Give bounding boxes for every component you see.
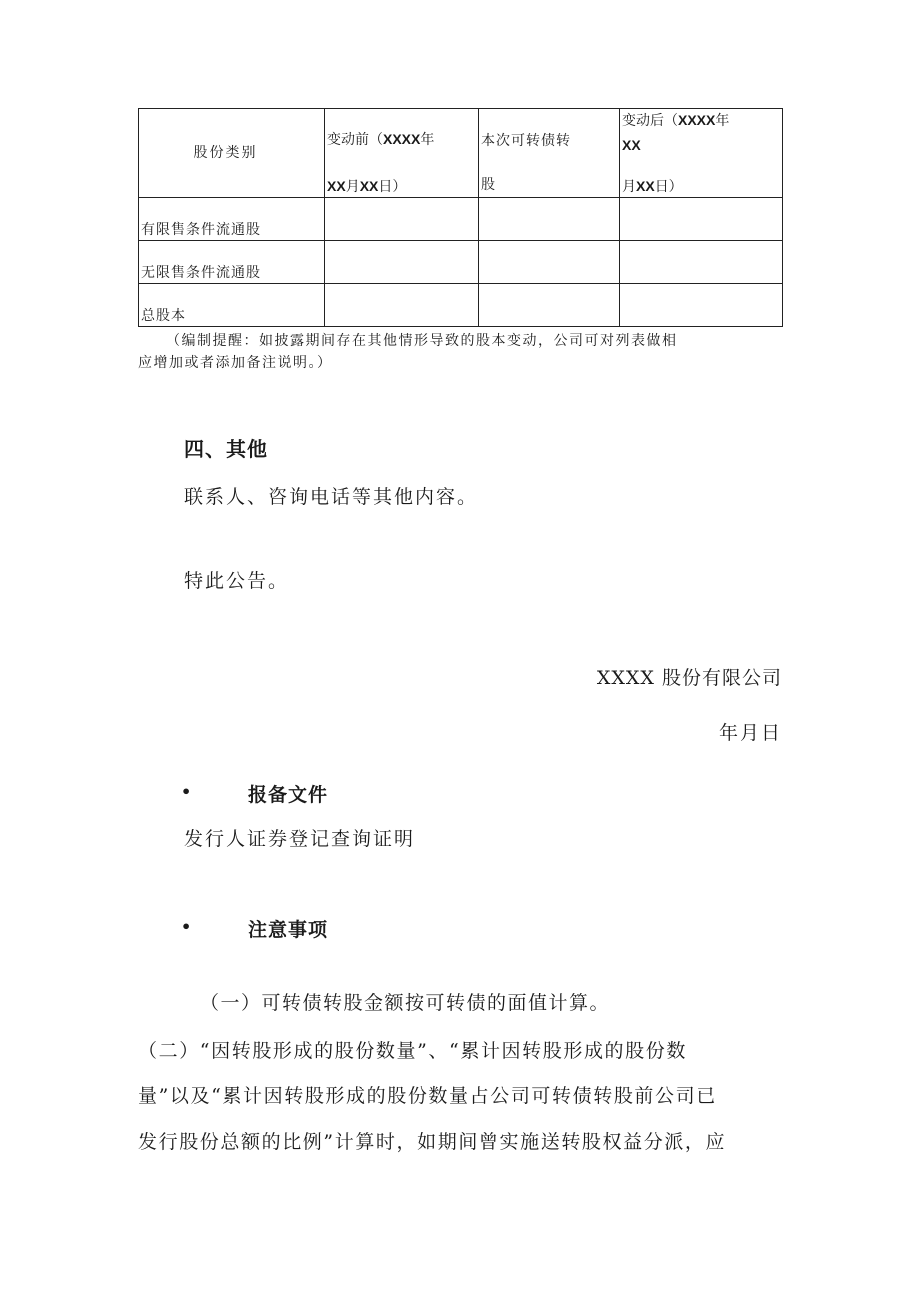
compilation-note-line2: 应增加或者添加备注说明。） bbox=[138, 355, 333, 371]
header-after-year-unit: 年 bbox=[715, 113, 730, 129]
header-after-year: XXXX bbox=[678, 112, 716, 128]
header-before-change bbox=[325, 109, 479, 198]
header-share-category-text: 股份类别 bbox=[193, 145, 258, 161]
header-before-day: XX bbox=[359, 178, 379, 194]
table-cell bbox=[620, 198, 783, 241]
header-after-month: XX bbox=[622, 137, 641, 153]
header-after-day: XX bbox=[636, 178, 655, 194]
header-conversion bbox=[479, 109, 620, 198]
notes-bullet-icon: • bbox=[181, 917, 192, 936]
section-4-content: 联系人、咨询电话等其他内容。 bbox=[184, 486, 479, 508]
table-row bbox=[139, 284, 783, 327]
header-before-year-unit: 年 bbox=[420, 132, 435, 148]
header-before-day-unit: 日） bbox=[378, 179, 407, 195]
closing-statement: 特此公告。 bbox=[184, 570, 290, 592]
header-before-month: XX bbox=[327, 178, 346, 194]
notes-item-2-line1: （二）“因转股形成的股份数量”、“累计因转股形成的股份数 bbox=[138, 1040, 687, 1062]
share-change-table bbox=[138, 108, 783, 327]
filing-heading: 报备文件 bbox=[248, 784, 329, 806]
header-share-category bbox=[139, 109, 325, 198]
table-cell bbox=[620, 284, 783, 327]
header-after-month-unit: 月 bbox=[622, 179, 636, 195]
header-conversion-line2: 股 bbox=[481, 177, 495, 193]
notes-heading: 注意事项 bbox=[248, 919, 329, 941]
header-after-text: 变动后（ bbox=[622, 113, 678, 129]
filing-bullet-icon: • bbox=[181, 782, 192, 801]
header-before-month-unit: 月 bbox=[345, 179, 360, 195]
header-before-text: 变动前（ bbox=[327, 132, 383, 148]
table-row bbox=[139, 198, 783, 241]
header-after-change bbox=[620, 109, 783, 198]
signature-company: XXXX 股份有限公司 bbox=[596, 667, 782, 689]
table-row bbox=[139, 241, 783, 284]
header-before-year: XXXX bbox=[383, 131, 421, 147]
notes-item-2-line3: 发行股份总额的比例”计算时，如期间曾实施送转股权益分派，应 bbox=[138, 1131, 727, 1153]
compilation-note-line1: （编制提醒：如披露期间存在其他情形导致的股本变动，公司可对列表做相 bbox=[166, 333, 678, 349]
table-cell bbox=[325, 198, 479, 241]
header-conversion-line1: 本次可转债转 bbox=[481, 133, 571, 149]
row-label-total: 总股本 bbox=[139, 284, 325, 327]
table-cell bbox=[325, 241, 479, 284]
header-after-day-unit: 日） bbox=[654, 179, 683, 195]
notes-item-2-line2: 量”以及“累计因转股形成的股份数量占公司可转债转股前公司已 bbox=[138, 1085, 717, 1107]
table-cell bbox=[479, 198, 620, 241]
section-4-heading: 四、其他 bbox=[184, 437, 268, 461]
table-cell bbox=[479, 284, 620, 327]
table-cell bbox=[479, 241, 620, 284]
notes-item-1: （一）可转债转股金额按可转债的面值计算。 bbox=[200, 992, 611, 1014]
filing-content: 发行人证券登记查询证明 bbox=[184, 828, 416, 850]
row-label-restricted: 有限售条件流通股 bbox=[139, 198, 325, 241]
signature-date: 年月日 bbox=[718, 722, 782, 744]
table-cell bbox=[620, 241, 783, 284]
row-label-unrestricted: 无限售条件流通股 bbox=[139, 241, 325, 284]
table-cell bbox=[325, 284, 479, 327]
table-header-row bbox=[139, 109, 783, 198]
